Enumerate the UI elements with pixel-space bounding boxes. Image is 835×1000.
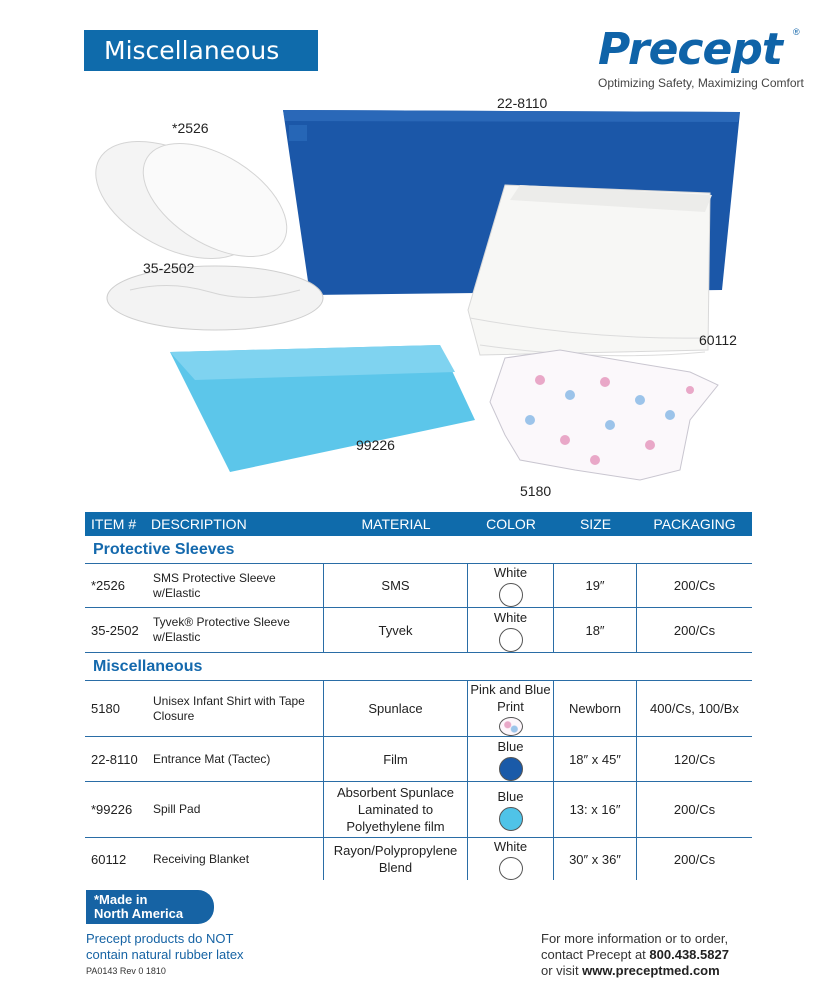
cell-packaging: 200/Cs [673, 802, 716, 817]
color-label: Blue [497, 789, 524, 804]
product-photo [0, 90, 835, 500]
cell-color [468, 782, 554, 837]
color-swatch-blue [499, 757, 523, 781]
label-tyvek-sleeve: 35-2502 [143, 260, 195, 276]
table-row [85, 608, 752, 653]
cell-packaging: 400/Cs, 100/Bx [650, 701, 739, 716]
cell-description: Receiving Blanket [151, 838, 324, 880]
product-table [85, 512, 752, 880]
phone-number[interactable]: 800.438.5827 [649, 947, 729, 962]
cell-packaging: 200/Cs [673, 578, 716, 593]
cell-item: 22-8110 [91, 751, 138, 767]
color-label: Pink and Blue Print [470, 682, 551, 714]
contact-line2 [541, 947, 729, 963]
cell-item: 60112 [91, 851, 127, 867]
cell-material: SMS [324, 564, 468, 607]
cell-color [468, 681, 554, 736]
cell-description: Tyvek® Protective Sleeve w/Elastic [151, 608, 324, 652]
cell-packaging: 200/Cs [673, 851, 716, 867]
cell-size: 13: x 16″ [554, 782, 637, 837]
brand-registered-mark: ® [793, 27, 800, 37]
cell-color [468, 737, 554, 781]
cell-item: 35-2502 [91, 622, 139, 638]
contact-line3-prefix: or visit [541, 963, 583, 978]
contact-line1: For more information or to order, [541, 931, 729, 946]
cell-material: Spunlace [324, 681, 468, 736]
col-header-size: SIZE [579, 516, 612, 532]
cell-size: 19″ [554, 564, 637, 607]
cell-description: Entrance Mat (Tactec) [151, 737, 324, 781]
cell-packaging: 200/Cs [673, 622, 716, 638]
made-in-line1: *Made in [94, 892, 148, 907]
col-header-description: DESCRIPTION [151, 516, 247, 532]
cell-material: Film [324, 737, 468, 781]
label-blanket: 60112 [699, 332, 737, 348]
cell-color [468, 838, 554, 880]
cell-material: Tyvek [324, 608, 468, 652]
latex-notice [86, 931, 244, 963]
latex-line1: Precept products do NOT [86, 931, 234, 946]
brand-logo: Precept [598, 24, 782, 75]
sms-sleeve-image [77, 117, 307, 283]
cell-description: SMS Protective Sleeve w/Elastic [151, 564, 324, 607]
cell-material: Absorbent Spunlace Laminated to Polyethylene film [324, 782, 468, 837]
page-title-banner [84, 30, 318, 71]
cell-size: 30″ x 36″ [554, 838, 637, 880]
cell-item: *99226 [91, 802, 133, 817]
website-link[interactable]: www.preceptmed.com [582, 963, 720, 978]
product-illustration [0, 90, 835, 500]
col-header-material: MATERIAL [361, 516, 431, 532]
contact-info [541, 931, 729, 979]
cell-color [468, 608, 554, 652]
section-title-miscellaneous: Miscellaneous [85, 653, 752, 681]
color-swatch-white [499, 857, 523, 880]
label-spill-pad: 99226 [356, 437, 395, 453]
tyvek-sleeve-image [107, 266, 323, 330]
cell-color [468, 564, 554, 607]
latex-line2: contain natural rubber latex [86, 947, 244, 962]
color-label: Blue [497, 738, 524, 754]
cell-size: Newborn [554, 681, 637, 736]
color-swatch-print [499, 717, 523, 736]
table-row [85, 737, 752, 782]
col-header-color: COLOR [486, 516, 536, 532]
cell-description: Unisex Infant Shirt with Tape Closure [151, 681, 324, 736]
table-row [85, 681, 752, 737]
color-label: White [493, 609, 528, 625]
spill-pad-image [170, 345, 475, 472]
table-header [85, 512, 752, 536]
label-infant-shirt: 5180 [520, 483, 552, 499]
color-swatch-white [499, 628, 523, 652]
contact-line2-prefix: contact Precept at [541, 947, 650, 962]
col-header-item: ITEM # [91, 516, 137, 532]
made-in-badge [86, 890, 214, 924]
section-title-protective-sleeves: Protective Sleeves [85, 536, 752, 564]
col-header-packaging: PACKAGING [653, 516, 736, 532]
page-title: Miscellaneous [104, 36, 280, 65]
color-label: White [493, 839, 528, 854]
label-entrance-mat: 22-8110 [497, 95, 548, 111]
cell-size: 18″ x 45″ [554, 737, 637, 781]
table-row [85, 564, 752, 608]
cell-size: 18″ [554, 608, 637, 652]
cell-item: 5180 [91, 701, 120, 716]
infant-shirt-image [490, 350, 718, 480]
table-row [85, 838, 752, 880]
color-swatch-white [499, 583, 523, 607]
document-number: PA0143 Rev 0 1810 [86, 966, 166, 976]
color-swatch-light-blue [499, 807, 523, 831]
cell-material: Rayon/Polypropylene Blend [324, 838, 468, 880]
table-row [85, 782, 752, 838]
color-label: White [493, 565, 528, 580]
cell-item: *2526 [91, 578, 125, 593]
made-in-line2: North America [94, 906, 184, 921]
receiving-blanket-image [468, 185, 712, 356]
cell-packaging: 120/Cs [673, 751, 716, 767]
label-sms-sleeve: *2526 [172, 120, 209, 136]
cell-description: Spill Pad [151, 782, 324, 837]
brand-tagline: Optimizing Safety, Maximizing Comfort [598, 76, 804, 90]
contact-line3 [541, 963, 729, 979]
